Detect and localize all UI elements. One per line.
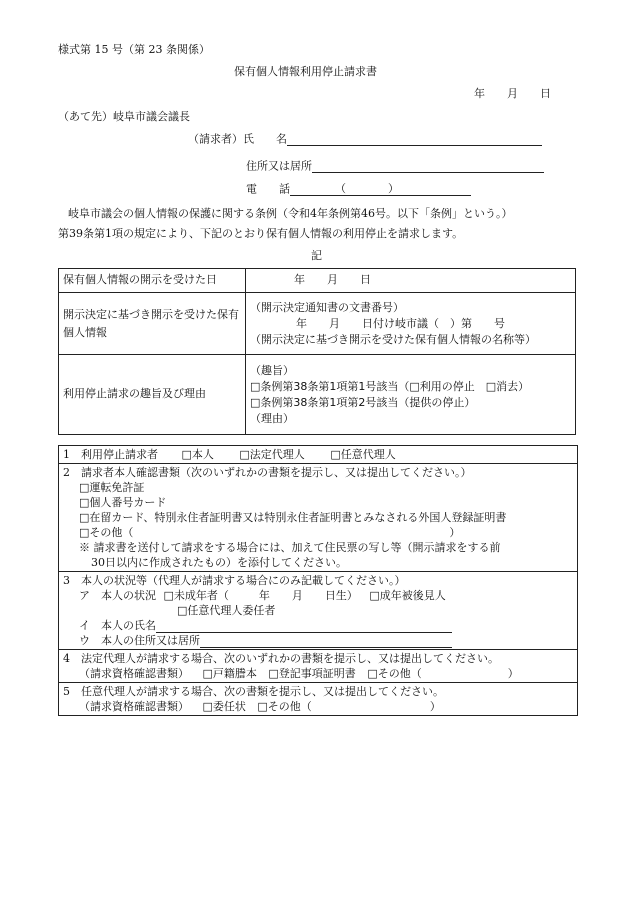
phone-paren-open: （: [335, 182, 346, 196]
ki-label: 記: [311, 249, 322, 262]
voluntary-agent-docs-label: （請求資格確認書類）: [79, 700, 189, 713]
mail-note-line2: 30日以内に作成されたもの）を添付してください。: [91, 556, 347, 569]
disclosed-doc-number-label: （開示決定通知書の文書番号）: [250, 300, 404, 314]
body-text-line1: 岐阜市議会の個人情報の保護に関する条例（令和4年条例第46号。以下「条例」という。）: [68, 207, 513, 220]
checkbox-other-id[interactable]: □その他（: [79, 526, 134, 539]
section-requester-type: [59, 446, 577, 463]
checkbox-adult-ward[interactable]: □成年被後見人: [369, 589, 446, 602]
phone-input-local[interactable]: [346, 183, 388, 196]
voluntary-agent-other-close: ）: [429, 700, 441, 713]
principal-status-heading: 3 本人の状況等（代理人が請求する場合にのみ記載してください。）: [63, 574, 406, 587]
checkbox-registry-certificate[interactable]: □登記事項証明書: [268, 667, 356, 680]
disclosed-doc-number: 年 月 日付け岐市議（ ）第 号: [296, 316, 505, 330]
section-legal-agent-docs: [59, 649, 577, 682]
section-principal-status: [59, 571, 577, 649]
id-documents-heading: 2 請求者本人確認書類（次のいずれかの書類を提示し、又は提出してください。）: [63, 466, 472, 479]
addressee: （あて先）岐阜市議会議長: [58, 110, 190, 123]
name-field-row: [188, 133, 542, 146]
opened-date-label: 保有個人情報の開示を受けた日: [59, 269, 246, 293]
name-input-line[interactable]: [287, 133, 542, 146]
checkbox-legal-agent-other[interactable]: □その他（: [367, 667, 422, 680]
checkbox-residence-card[interactable]: □在留カード、特別永住者証明書又は特別永住者証明書とみなされる外国人登録証明書: [79, 511, 507, 524]
phone-input-area[interactable]: [290, 183, 335, 196]
principal-name-input[interactable]: [156, 620, 452, 633]
legal-agent-docs-label: （請求資格確認書類）: [79, 667, 189, 680]
name-label: （請求者）氏 名: [188, 132, 287, 146]
checkbox-voluntary-agent-other[interactable]: □その他（: [257, 700, 312, 713]
section-id-documents: [59, 463, 577, 571]
opened-date-value[interactable]: 年 月 日: [246, 269, 576, 293]
voluntary-agent-heading: 5 任意代理人が請求する場合、次の書類を提示し、又は提出してください。: [63, 685, 444, 698]
minor-birthdate[interactable]: 年 月 日生）: [258, 589, 358, 602]
reason-text-label: （理由）: [250, 411, 294, 425]
purpose-label: （趣旨）: [250, 363, 294, 377]
principal-address-label: ウ 本人の住所又は居所: [79, 634, 200, 647]
reason-label: 利用停止請求の趣旨及び理由: [59, 355, 246, 435]
phone-label: 電 話: [246, 182, 290, 196]
checkbox-voluntary-principal[interactable]: □任意代理人委任者: [177, 604, 276, 617]
principal-name-label: イ 本人の氏名: [79, 619, 156, 632]
checkbox-article38-item2[interactable]: □条例第38条第1項第2号該当（提供の停止）: [250, 395, 476, 409]
checkbox-drivers-license[interactable]: □運転免許証: [79, 481, 145, 494]
address-field-row: [246, 160, 544, 173]
checkbox-voluntary-agent[interactable]: □任意代理人: [330, 448, 396, 461]
checkbox-family-register[interactable]: □戸籍謄本: [202, 667, 257, 680]
reason-cell[interactable]: [246, 355, 576, 435]
checkbox-minor[interactable]: □未成年者（: [163, 589, 229, 602]
phone-field-row: [246, 183, 471, 196]
checkbox-legal-agent[interactable]: □法定代理人: [239, 448, 305, 461]
principal-status-label: ア 本人の状況: [79, 589, 156, 602]
disclosed-info-cell[interactable]: [246, 293, 576, 355]
body-text-line2: 第39条第1項の規定により、下記のとおり保有個人情報の利用停止を請求します。: [58, 227, 464, 240]
page-title: 保有個人情報利用停止請求書: [234, 65, 377, 78]
legal-agent-other-close: ）: [507, 667, 519, 680]
supplementary-box: [58, 445, 578, 716]
checkbox-my-number-card[interactable]: □個人番号カード: [79, 496, 167, 509]
principal-address-input[interactable]: [200, 635, 452, 648]
phone-input-number[interactable]: [399, 183, 471, 196]
request-table: [58, 268, 576, 435]
checkbox-self[interactable]: □本人: [181, 448, 214, 461]
form-number: 様式第 15 号（第 23 条関係）: [58, 43, 210, 56]
section-voluntary-agent-docs: [59, 682, 577, 715]
disclosed-info-label: 開示決定に基づき開示を受けた保有個人情報: [59, 293, 246, 355]
disclosed-info-name-label: （開示決定に基づき開示を受けた保有個人情報の名称等）: [250, 332, 536, 346]
phone-paren-close: ）: [388, 182, 399, 196]
other-id-close: ）: [449, 526, 461, 539]
legal-agent-heading: 4 法定代理人が請求する場合、次のいずれかの書類を提示し、又は提出してください。: [63, 652, 499, 665]
checkbox-article38-item1[interactable]: □条例第38条第1項第1号該当（□利用の停止 □消去）: [250, 379, 530, 393]
mail-note-line1: ※ 請求書を送付して請求をする場合には、加えて住民票の写し等（開示請求をする前: [79, 541, 501, 554]
date-line: 年 月 日: [474, 87, 551, 100]
requester-type-label: 1 利用停止請求者: [63, 448, 158, 461]
address-label: 住所又は居所: [246, 159, 312, 173]
address-input-line[interactable]: [312, 160, 544, 173]
checkbox-power-of-attorney[interactable]: □委任状: [202, 700, 246, 713]
